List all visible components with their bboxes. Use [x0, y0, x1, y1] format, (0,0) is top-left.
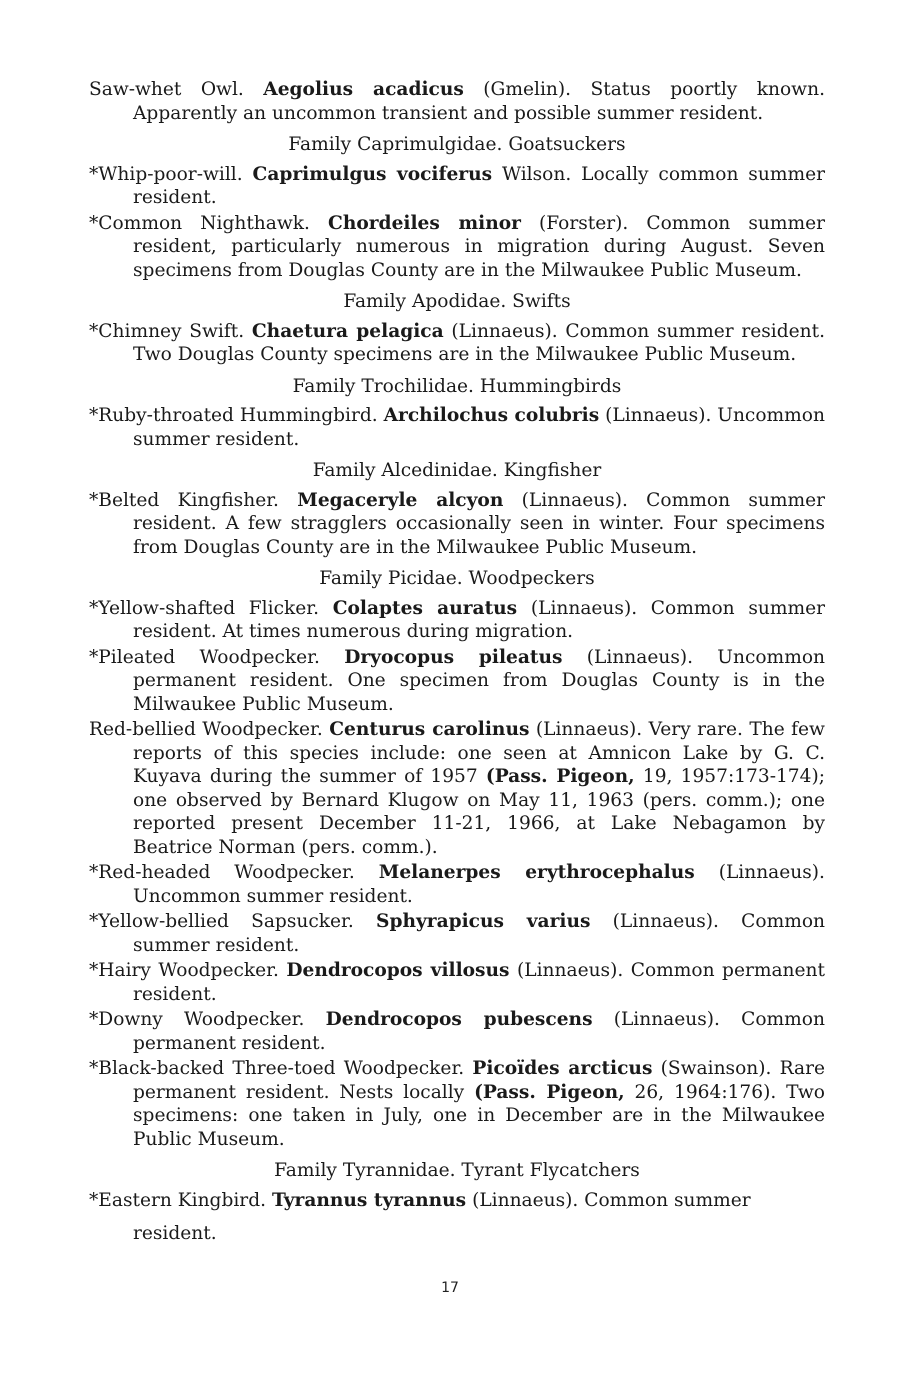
scientific-name: Centurus carolinus: [329, 719, 530, 740]
species-entry: [89, 597, 825, 644]
species-entry: [89, 163, 825, 210]
entry-text: (Linnaeus). Very rare. The few reports of this species include: one seen at Amnicon Lake by G. C. Kuyava during the summer of 1957: [133, 719, 825, 787]
entry-text: (Swainson). Rare permanent resident. Nests locally: [133, 1058, 826, 1103]
common-name: *Red-headed Woodpecker.: [89, 862, 355, 883]
scientific-name: Dryocopus pileatus: [344, 646, 563, 668]
species-entry: [89, 404, 825, 451]
family-heading: Family Picidae. Woodpeckers: [319, 568, 595, 589]
common-name: *Chimney Swift.: [89, 320, 245, 342]
journal-reference: (Pass. Pigeon,: [474, 1081, 625, 1103]
common-name: *Yellow-bellied Sapsucker.: [89, 911, 354, 932]
scientific-name: Archilochus colubris: [383, 405, 600, 426]
common-name: *Black-backed Three-toed Woodpecker.: [89, 1058, 465, 1079]
journal-reference: (Pass. Pigeon,: [485, 766, 635, 787]
scientific-name: Megaceryle alcyon: [297, 489, 504, 511]
family-heading: Family Alcedinidae. Kingfisher: [312, 460, 602, 481]
entry-text-continued: 26, 1964:176). Two specimens: one taken in July, one in December are in the Milwaukee Public Museum.: [133, 1081, 825, 1150]
scientific-name: Colaptes auratus: [332, 597, 518, 619]
family-heading: Family Tyrannidae. Tyrant Flycatchers: [274, 1160, 640, 1181]
species-entry: [89, 910, 825, 957]
entry-text-continued: 19, 1957:173-174); one observed by Bernard Klugow on May 11, 1963 (pers. comm.); one reported present December 11-21, 1966, at Lake Nebagamon by Beatrice Norman (pers. comm.).: [133, 766, 825, 858]
species-entry: [89, 78, 825, 125]
family-heading: Family Trochilidae. Hummingbirds: [292, 375, 622, 397]
species-entry: [89, 1008, 825, 1055]
entry-text: (Linnaeus). Uncommon summer resident.: [133, 862, 825, 907]
common-name: *Common Nighthawk.: [89, 212, 310, 234]
entry-text: (Linnaeus). Common summer resident. A few stragglers occasionally seen in winter. Four specimens from Douglas County are in the Milwaukee Public Museum.: [133, 489, 825, 558]
species-entry: [89, 861, 825, 908]
common-name: Red-bellied Woodpecker.: [89, 719, 323, 740]
common-name: *Eastern Kingbird.: [89, 1189, 267, 1211]
entry-text: (Gmelin). Status poortly known. Apparently an uncommon transient and possible summer resident.: [133, 79, 825, 124]
scientific-name: Tyrannus tyrannus: [271, 1189, 467, 1211]
common-name: *Pileated Woodpecker.: [89, 646, 320, 668]
page-number: 17: [441, 1280, 459, 1296]
scientific-name: Aegolius acadicus: [263, 79, 464, 100]
family-heading: Family Caprimulgidae. Goatsuckers: [288, 134, 626, 155]
scientific-name: Sphyrapicus varius: [376, 911, 591, 932]
document-page: [89, 78, 825, 1246]
scientific-name: Chaetura pelagica: [251, 320, 444, 342]
entry-text: (Linnaeus). Common permanent resident.: [133, 960, 825, 1005]
species-entry: [89, 489, 825, 560]
species-entry: [89, 1057, 825, 1151]
common-name: Saw-whet Owl.: [89, 79, 244, 100]
species-entry: [89, 646, 825, 717]
entry-text: (Linnaeus). Common permanent resident.: [133, 1009, 825, 1054]
species-entry: [89, 320, 825, 367]
common-name: *Ruby-throated Hummingbird.: [89, 405, 378, 426]
entry-text: (Linnaeus). Common summer: [472, 1189, 751, 1211]
entry-text: (Linnaeus). Common summer resident. Two Douglas County specimens are in the Milwaukee Public Museum.: [133, 320, 825, 365]
species-entry: [89, 212, 825, 283]
scientific-name: Melanerpes erythrocephalus: [378, 862, 695, 883]
species-entry: [89, 959, 825, 1006]
species-entry: [89, 718, 825, 859]
common-name: *Downy Woodpecker.: [89, 1009, 305, 1030]
entry-text: (Linnaeus). Common summer resident.: [133, 911, 825, 956]
entry-text: (Linnaeus). Uncommon summer resident.: [133, 405, 825, 450]
entry-text: (Linnaeus). Uncommon permanent resident. One specimen from Douglas County is in the Milwaukee Public Museum.: [133, 646, 825, 715]
scientific-name: Dendrocopos pubescens: [325, 1009, 593, 1030]
scientific-name: Chordeiles minor: [328, 212, 521, 234]
entry-text: (Forster). Common summer resident, particularly numerous in migration during August. Seven specimens from Douglas County are in the Milwaukee Public Museum.: [133, 212, 825, 281]
common-name: *Hairy Woodpecker.: [89, 960, 279, 981]
common-name: *Belted Kingfisher.: [89, 489, 279, 511]
entry-continuation: resident.: [133, 1223, 217, 1244]
family-heading: Family Apodidae. Swifts: [343, 291, 571, 312]
scientific-name: Caprimulgus vociferus: [252, 163, 493, 185]
scientific-name: Dendrocopos villosus: [286, 960, 510, 981]
common-name: *Whip-poor-will.: [89, 163, 243, 185]
species-entry: [89, 1189, 825, 1213]
entry-text: (Linnaeus). Common summer resident. At times numerous during migration.: [133, 597, 825, 642]
scientific-name: Picoïdes arcticus: [472, 1058, 653, 1079]
entry-text: Wilson. Locally common summer resident.: [133, 163, 825, 208]
common-name: *Yellow-shafted Flicker.: [89, 597, 320, 619]
